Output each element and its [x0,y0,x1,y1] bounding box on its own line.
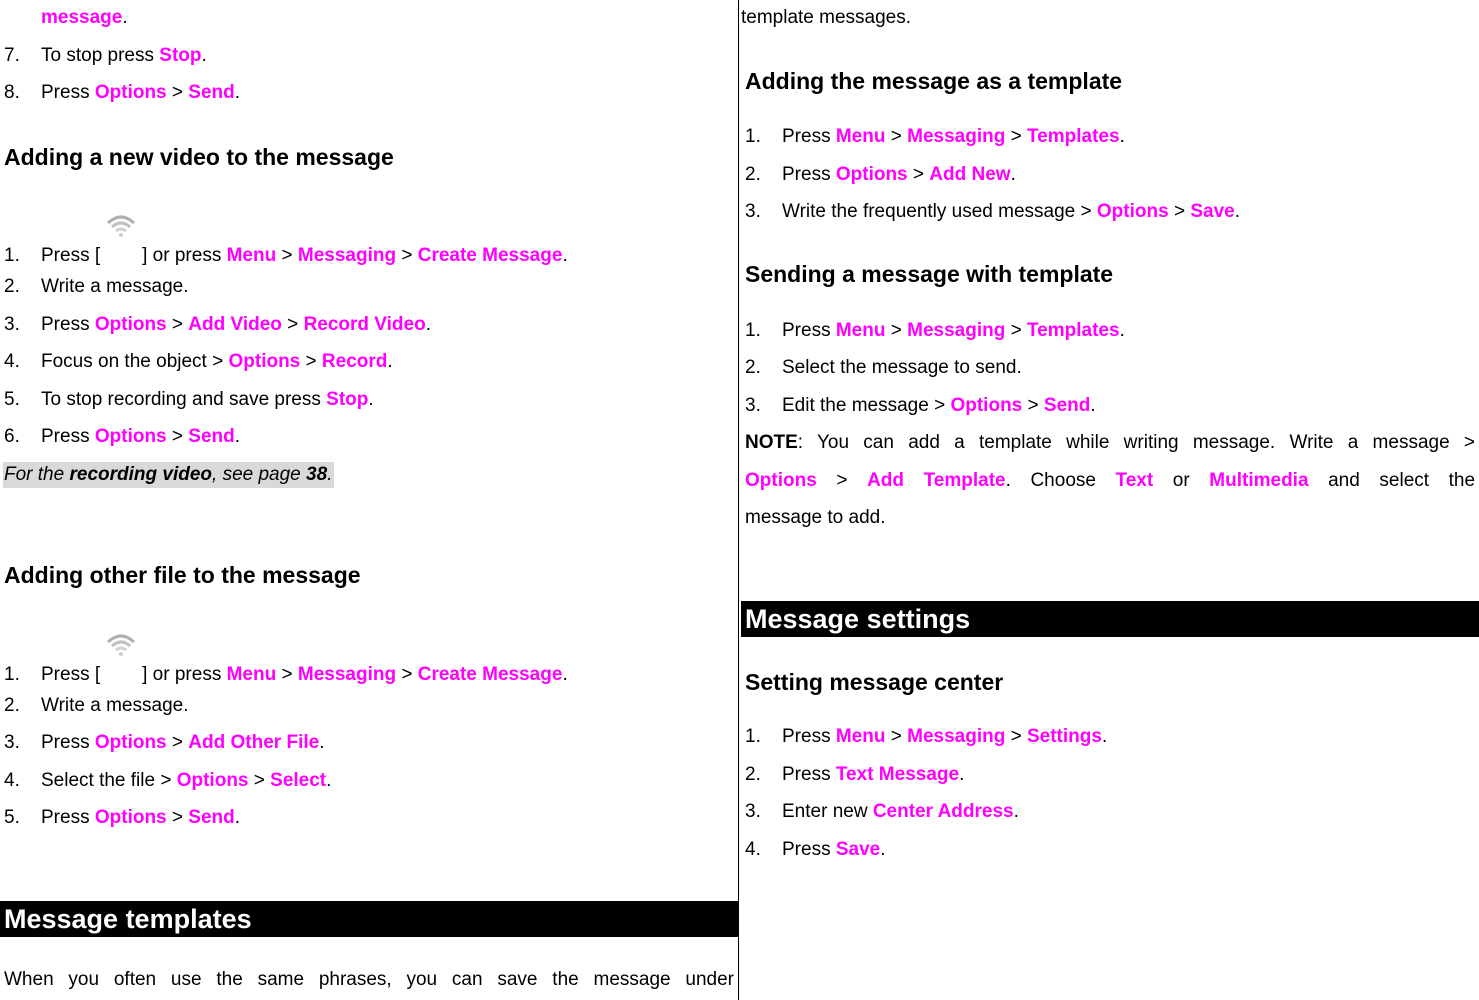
center-step-1: 1. Press Menu > Messaging > Settings. [745,726,1108,747]
other-step-3: 3. Press Options > Add Other File. [4,732,325,753]
left-column [0,0,738,1000]
templates-intro-paragraph: When you often use the same phrases, you can save the message under [4,969,734,990]
video-step-5: 5. To stop recording and save press Stop. [4,389,374,410]
center-step-4: 4. Press Save. [745,839,886,860]
video-step-2: 2. Write a message. [4,276,189,297]
send-template-step-1: 1. Press Menu > Messaging > Templates. [745,320,1125,341]
column-divider [738,0,739,1000]
send-template-step-2: 2. Select the message to send. [745,357,1022,378]
add-template-step-3: 3. Write the frequently used message > Options > Save. [745,201,1240,222]
video-step-6: 6. Press Options > Send. [4,426,241,447]
center-step-2: 2. Press Text Message. [745,764,965,785]
heading-add-video: Adding a new video to the message [4,144,394,170]
video-step-3: 3. Press Options > Add Video > Record Video. [4,314,431,335]
heading-add-other-file: Adding other file to the message [4,562,361,588]
add-template-step-2: 2. Press Options > Add New. [745,164,1016,185]
other-step-1: 1. Press [ ] or press Menu > Messaging > Create Message. [4,646,568,687]
other-step-2: 2. Write a message. [4,695,189,716]
heading-send-with-template: Sending a message with template [745,261,1114,287]
other-step-5: 5. Press Options > Send. [4,807,241,828]
continued-step: message. [41,7,128,28]
heading-message-center: Setting message center [745,669,1004,695]
video-step-1: 1. Press [ ] or press Menu > Messaging > Create Message. [4,227,568,268]
templates-intro-continued: template messages. [741,7,912,28]
heading-add-template: Adding the message as a template [745,68,1123,94]
step-8: 8. Press Options > Send. [4,82,241,103]
send-template-step-3: 3. Edit the message > Options > Send. [745,395,1096,416]
note-line-3: message to add. [745,507,886,528]
section-banner-message-templates: Message templates [0,901,738,937]
other-step-4: 4. Select the file > Options > Select. [4,770,332,791]
section-banner-message-settings: Message settings [741,601,1479,637]
add-template-step-1: 1. Press Menu > Messaging > Templates. [745,126,1125,147]
note-line-1: NOTE: You can add a template while writing message. Write a message > [745,432,1475,453]
right-column [741,0,1479,1000]
note-line-2: Options > Add Template. Choose Text or Multimedia and select the [745,470,1476,491]
messaging-key-icon [100,646,142,686]
messaging-key-icon [100,227,142,267]
video-step-4: 4. Focus on the object > Options > Record. [4,351,393,372]
page-reference: For the recording video, see page 38. [3,462,334,488]
step-7: 7. To stop press Stop. [4,45,207,66]
center-step-3: 3. Enter new Center Address. [745,801,1019,822]
